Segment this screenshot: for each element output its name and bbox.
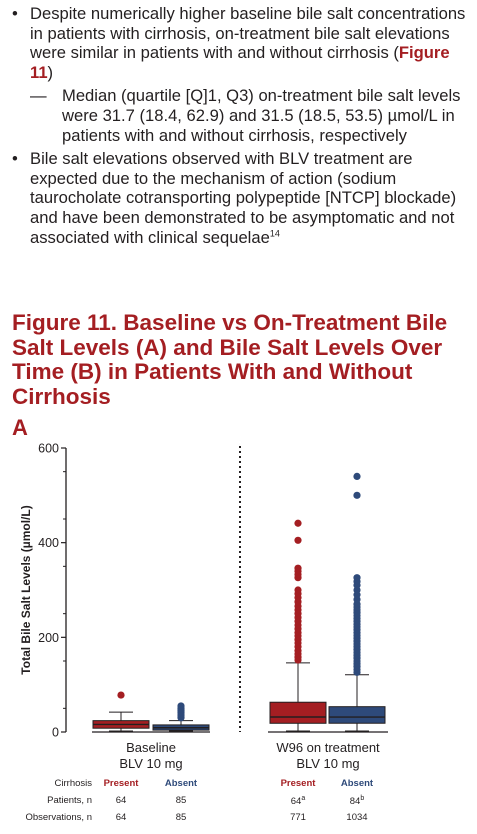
- x-group-sublabel: BLV 10 mg: [296, 756, 360, 771]
- outlier-point: [117, 691, 124, 698]
- outlier-point: [294, 586, 301, 593]
- y-axis-title: Total Bile Salt Levels (µmol/L): [19, 505, 33, 675]
- baseline-patients-absent: 85: [175, 795, 187, 806]
- outlier-point: [353, 473, 360, 480]
- y-tick-label: 400: [38, 536, 59, 551]
- baseline-obs-absent: 85: [175, 812, 187, 823]
- box-plot-chart: [0, 436, 477, 776]
- w96-patients-present-value: 64: [290, 796, 302, 808]
- w96-obs-present: 771: [290, 812, 306, 823]
- outlier-point: [177, 702, 184, 709]
- baseline-present-label: Present: [103, 778, 139, 789]
- x-group-sublabel: BLV 10 mg: [119, 756, 183, 771]
- outlier-point: [294, 537, 301, 544]
- cirrhosis-header: Cirrhosis: [54, 778, 92, 789]
- baseline-patients-present: 64: [115, 795, 127, 806]
- y-tick-label: 200: [38, 630, 59, 645]
- w96-patients-absent: [327, 795, 387, 807]
- box-absent: [329, 707, 385, 724]
- w96-patients-absent-value: 84: [349, 796, 361, 808]
- bullet-1-closing: ): [47, 62, 54, 82]
- outlier-point: [353, 492, 360, 499]
- patients-row: [0, 795, 477, 809]
- w96-patients-present: [268, 795, 328, 807]
- cirrhosis-row: [0, 778, 477, 792]
- outlier-point: [353, 574, 360, 581]
- figure-title: Figure 11. Baseline vs On-Treatment Bile Salt Levels (A) and Bile Salt Levels Over Time (B) in Patients With and Without Cirrhosis: [12, 310, 448, 409]
- bullet-glyph: •: [12, 149, 18, 169]
- x-group-label: W96 on treatment: [276, 740, 380, 755]
- patients-header: Patients, n: [47, 795, 92, 806]
- baseline-absent-label: Absent: [164, 778, 198, 789]
- bullet-2: [10, 149, 472, 247]
- panel-label: A: [12, 415, 28, 440]
- outlier-point: [294, 520, 301, 527]
- footnote-a: a: [301, 795, 306, 802]
- w96-absent-label: Absent: [340, 778, 374, 789]
- w96-obs-absent: 1034: [346, 812, 368, 823]
- box-present: [270, 702, 326, 723]
- y-tick-label: 600: [38, 441, 59, 456]
- outlier-point: [294, 565, 301, 572]
- bullet-1: [10, 4, 472, 82]
- reference-superscript: 14: [269, 228, 280, 238]
- w96-present-label: Present: [280, 778, 316, 789]
- figure-11-reference: Figure 11: [30, 43, 450, 82]
- bullet-1-text: Despite numerically higher baseline bile salt concentrations in patients with cirrhosis, on-treatment bile salt elevations were similar in patients with and without cirrhosis (: [30, 4, 466, 63]
- bullet-list: [10, 4, 472, 247]
- y-tick-label: 0: [52, 725, 59, 740]
- bullet-2-text: Bile salt elevations observed with BLV treatment are expected due to the mechanism of action (sodium taurocholate cotransporting polypeptide [NTCP] blockade) and have been demonstrated to be asymptomatic and not associated with clinical sequelae: [30, 149, 457, 247]
- baseline-obs-present: 64: [115, 812, 127, 823]
- x-group-label: Baseline: [126, 740, 176, 755]
- sub-bullet-1: [10, 86, 472, 145]
- observations-row: [0, 812, 477, 826]
- footnote-b: b: [360, 795, 365, 802]
- bullet-glyph: •: [12, 4, 18, 23]
- observations-header: Observations, n: [25, 812, 92, 823]
- dash-glyph: —: [30, 86, 47, 106]
- sub-bullet-text: Median (quartile [Q]1, Q3) on-treatment bile salt levels were 31.7 (18.4, 62.9) and 31.5 (18.5, 53.5) µmol/L in patients with and without cirrhosis, respectively: [62, 86, 461, 145]
